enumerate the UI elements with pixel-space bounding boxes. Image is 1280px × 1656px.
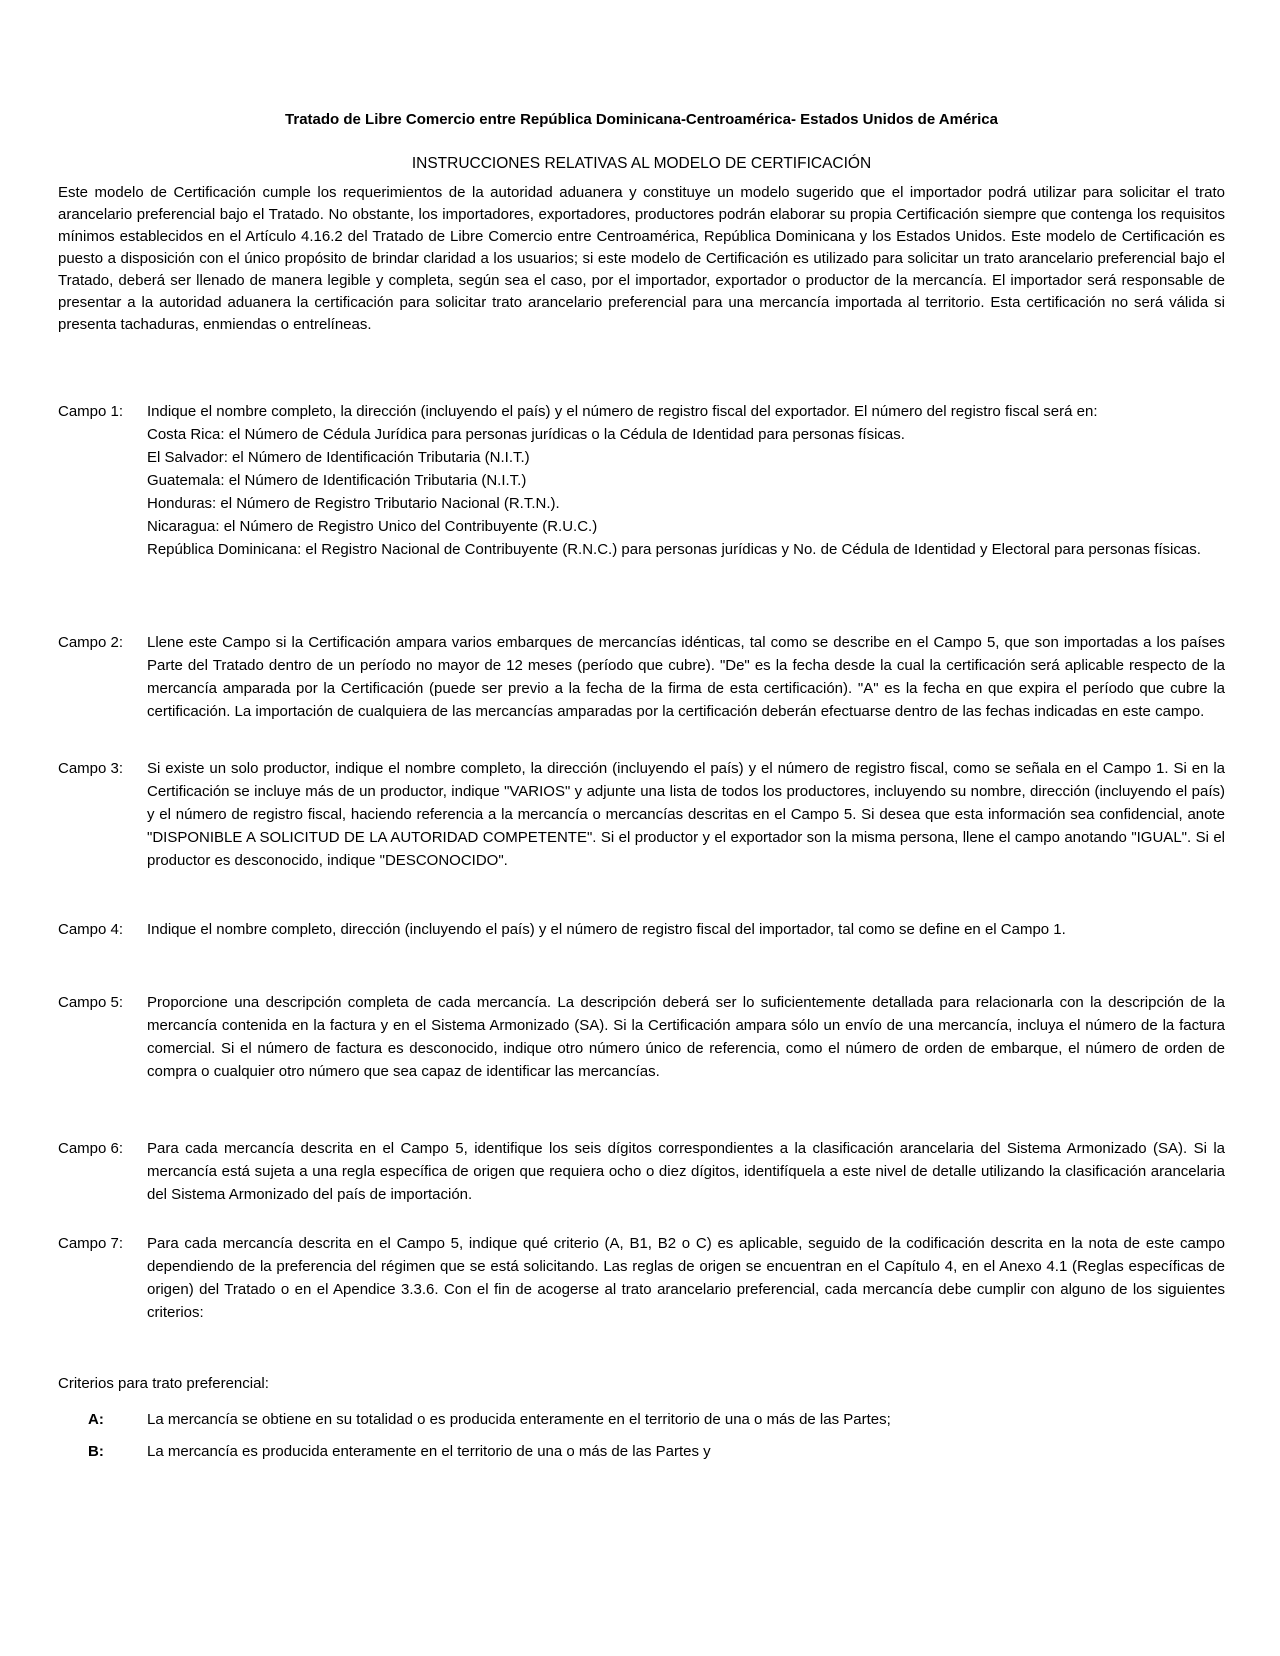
- criteria-item: [58, 1408, 1225, 1431]
- field-body: [147, 918, 1225, 941]
- criteria-label: B:: [88, 1443, 104, 1460]
- field-label: Campo 5:: [58, 994, 124, 1011]
- field-body: [147, 757, 1225, 872]
- field-body: [147, 1232, 1225, 1324]
- field-block: [58, 1137, 1225, 1206]
- field-label: Campo 4:: [58, 921, 124, 938]
- field-block: [58, 918, 1225, 941]
- document-subtitle: INSTRUCCIONES RELATIVAS AL MODELO DE CERTIFICACIÓN: [411, 155, 872, 172]
- criteria-list: [58, 1408, 1225, 1463]
- criteria-label: A:: [88, 1411, 104, 1428]
- field-block: [58, 631, 1225, 723]
- field-block: [58, 400, 1225, 561]
- field-paragraph: República Dominicana: el Registro Nacional de Contribuyente (R.N.C.) para personas jurídicas y No. de Cédula de Identidad y Electoral para personas físicas.: [147, 541, 1201, 558]
- field-paragraph: Para cada mercancía descrita en el Campo 5, indique qué criterio (A, B1, B2 o C) es aplicable, seguido de la codificación descrita en la nota de este campo dependiendo de la preferencia del régimen que se está solicitando. Las reglas de origen se encuentran en el Capítulo 4, en el Anexo 4.1 (Reglas específicas de origen) del Tratado o en el Apendice 3.3.6. Con el fin de acogerse al trato arancelario preferencial, cada mercancía debe cumplir con alguno de los siguientes criterios:: [147, 1235, 1225, 1321]
- field-body: [147, 1137, 1225, 1206]
- criteria-text: La mercancía se obtiene en su totalidad o es producida enteramente en el territorio de una o más de las Partes;: [147, 1411, 891, 1428]
- field-paragraph: Costa Rica: el Número de Cédula Jurídica para personas jurídicas o la Cédula de Identidad para personas físicas.: [147, 426, 905, 443]
- field-paragraph: Guatemala: el Número de Identificación Tributaria (N.I.T.): [147, 472, 527, 489]
- field-block: [58, 757, 1225, 872]
- field-label: Campo 2:: [58, 634, 124, 651]
- field-body: [147, 991, 1225, 1083]
- field-label: Campo 6:: [58, 1140, 124, 1157]
- field-paragraph: Proporcione una descripción completa de cada mercancía. La descripción deberá ser lo suficientemente detallada para relacionarla con la descripción de la mercancía contenida en la factura y en el Sistema Armonizado (SA). Si la Certificación ampara sólo un envío de una mercancía, incluya el número de la factura comercial. Si el número de factura es desconocido, indique otro número único de referencia, como el número de orden de embarque, el número de orden de compra o cualquier otro número que sea capaz de identificar las mercancías.: [147, 994, 1225, 1080]
- field-paragraph: Nicaragua: el Número de Registro Unico del Contribuyente (R.U.C.): [147, 518, 598, 535]
- criteria-text: La mercancía es producida enteramente en el territorio de una o más de las Partes y: [147, 1443, 711, 1460]
- field-paragraph: Indique el nombre completo, la dirección (incluyendo el país) y el número de registro fiscal del exportador. El número del registro fiscal será en:: [147, 403, 1098, 420]
- criteria-item: [58, 1440, 1225, 1463]
- field-paragraph: Para cada mercancía descrita en el Campo 5, identifique los seis dígitos correspondientes a la clasificación arancelaria del Sistema Armonizado (SA). Si la mercancía está sujeta a una regla específica de origen que requiera ocho o diez dígitos, identifíquela a este nivel de detalle utilizando la clasificación arancelaria del Sistema Armonizado del país de importación.: [147, 1140, 1225, 1203]
- fields: [58, 400, 1225, 1324]
- intro-paragraph: Este modelo de Certificación cumple los requerimientos de la autoridad aduanera y constituye un modelo sugerido que el importador podrá utilizar para solicitar el trato arancelario preferencial bajo el Tratado. No obstante, los importadores, exportadores, productores podrán elaborar su propia Certificación siempre que contenga los requisitos mínimos establecidos en el Artículo 4.16.2 del Tratado de Libre Comercio entre Centroamérica, República Dominicana y los Estados Unidos. Este modelo de Certificación es puesto a disposición con el único propósito de brindar claridad a los usuarios; si este modelo de Certificación es utilizado para solicitar un trato arancelario preferencial bajo el Tratado, deberá ser llenado de manera legible y completa, según sea el caso, por el importador, exportador o productor de la mercancía. El importador será responsable de presentar a la autoridad aduanera la certificación para solicitar trato arancelario preferencial para una mercancía importada al territorio. Esta certificación no será válida si presenta tachaduras, enmiendas o entrelíneas.: [58, 184, 1225, 333]
- field-label: Campo 7:: [58, 1235, 124, 1252]
- field-paragraph: Honduras: el Número de Registro Tributario Nacional (R.T.N.).: [147, 495, 560, 512]
- field-paragraph: El Salvador: el Número de Identificación Tributaria (N.I.T.): [147, 449, 530, 466]
- field-label: Campo 1:: [58, 403, 124, 420]
- field-block: [58, 1232, 1225, 1324]
- field-paragraph: Si existe un solo productor, indique el nombre completo, la dirección (incluyendo el país) y el número de registro fiscal, como se señala en el Campo 1. Si en la Certificación se incluye más de un productor, indique "VARIOS" y adjunte una lista de todos los productores, incluyendo su nombre, dirección (incluyendo el país) y el número de registro fiscal, haciendo referencia a la mercancía o mercancías descritas en el Campo 5. Si desea que esta información sea confidencial, anote "DISPONIBLE A SOLICITUD DE LA AUTORIDAD COMPETENTE". Si el productor y el exportador son la misma persona, llene el campo anotando "IGUAL". Si el productor es desconocido, indique "DESCONOCIDO".: [147, 760, 1225, 869]
- document-title: Tratado de Libre Comercio entre República Dominicana-Centroamérica- Estados Unidos de América: [285, 111, 998, 128]
- field-body: [147, 400, 1225, 561]
- field-paragraph: Indique el nombre completo, dirección (incluyendo el país) y el número de registro fiscal del importador, tal como se define en el Campo 1.: [147, 921, 1066, 938]
- field-paragraph: Llene este Campo si la Certificación ampara varios embarques de mercancías idénticas, tal como se describe en el Campo 5, que son importadas a los países Parte del Tratado dentro de un período no mayor de 12 meses (período que cubre). "De" es la fecha desde la cual la certificación será aplicable respecto de la mercancía amparada por la Certificación (puede ser previo a la fecha de la firma de esta certificación). "A" es la fecha en que expira el período que cubre la certificación. La importación de cualquiera de las mercancías amparadas por la certificación deberán efectuarse dentro de las fechas indicadas en este campo.: [147, 634, 1225, 720]
- field-body: [147, 631, 1225, 723]
- criteria-heading: Criterios para trato preferencial:: [58, 1375, 269, 1392]
- field-label: Campo 3:: [58, 760, 124, 777]
- field-block: [58, 991, 1225, 1083]
